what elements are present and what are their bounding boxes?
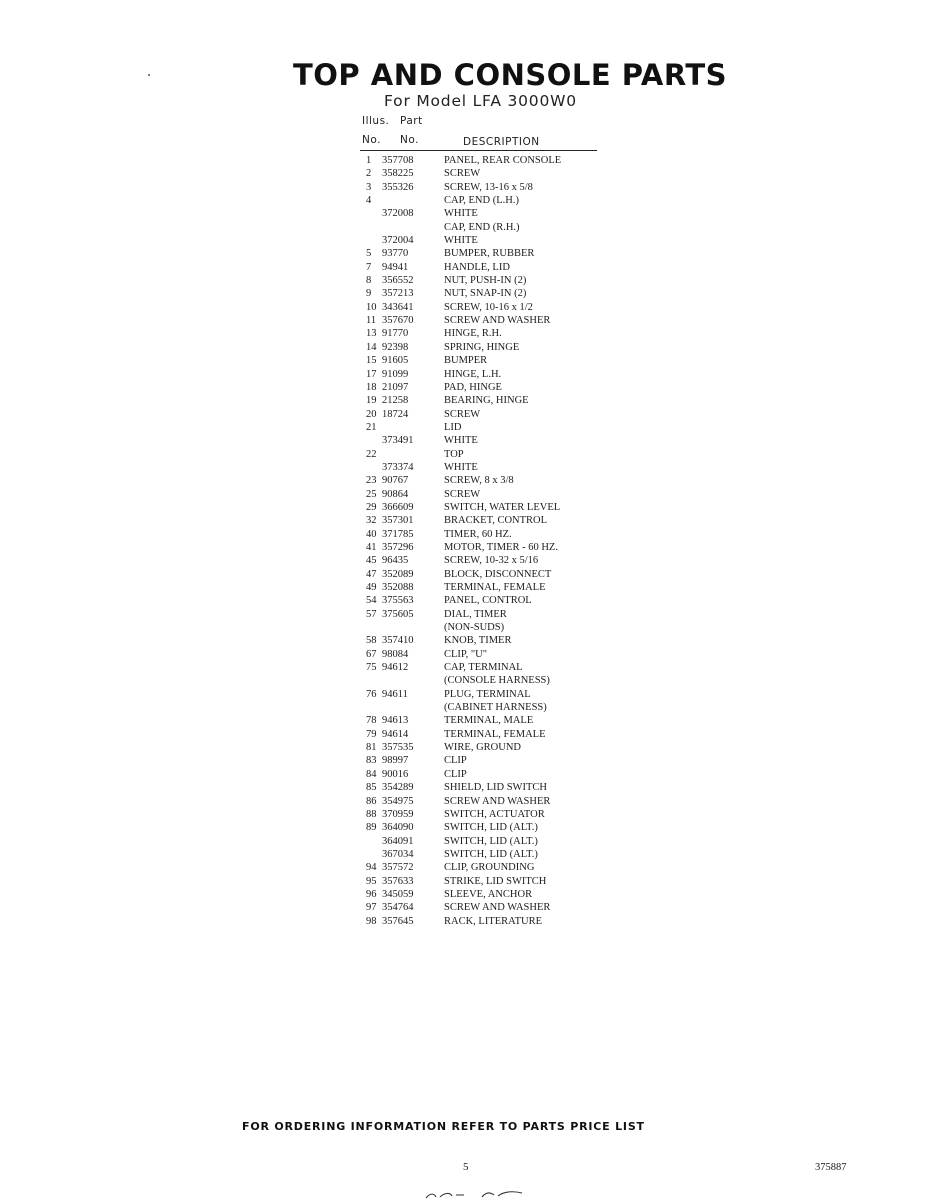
parts-row	[360, 421, 620, 434]
parts-row	[360, 875, 620, 888]
part-no: 371785	[382, 528, 414, 540]
parts-row	[360, 821, 620, 834]
parts-row	[360, 835, 620, 848]
illus-no: 45	[366, 555, 377, 567]
part-no: 372004	[382, 235, 414, 247]
illus-no: 11	[366, 315, 377, 327]
parts-row	[360, 741, 620, 754]
page-number: 5	[463, 1161, 469, 1173]
parts-row	[360, 394, 620, 407]
illus-no: 4	[366, 195, 372, 207]
illus-no: 84	[366, 768, 377, 780]
part-no: 94612	[382, 662, 409, 674]
illus-no: 15	[366, 355, 377, 367]
parts-list	[360, 154, 620, 928]
illus-no: 7	[366, 261, 372, 273]
description: PLUG, TERMINAL	[444, 688, 531, 700]
part-no: 98997	[382, 755, 409, 767]
parts-row	[360, 154, 620, 167]
description: CLIP, GROUNDING	[444, 862, 535, 874]
illus-no: 17	[366, 368, 377, 380]
part-no: 94614	[382, 728, 409, 740]
part-no: 345059	[382, 888, 414, 900]
description: SCREW	[444, 408, 481, 420]
part-no: 356552	[382, 275, 414, 287]
illus-no: 10	[366, 301, 377, 313]
parts-row	[360, 274, 620, 287]
parts-row	[360, 888, 620, 901]
parts-row	[360, 808, 620, 821]
parts-row	[360, 341, 620, 354]
illus-no: 8	[366, 275, 372, 287]
illus-no: 23	[366, 475, 377, 487]
description: HINGE, L.H.	[444, 368, 502, 380]
parts-row	[360, 354, 620, 367]
parts-row	[360, 901, 620, 914]
part-no: 357633	[382, 875, 414, 887]
description: CLIP	[444, 755, 467, 767]
description: RACK, LITERATURE	[444, 915, 542, 927]
part-no: 367034	[382, 848, 414, 860]
part-no: 91605	[382, 355, 409, 367]
part-no: 343641	[382, 301, 414, 313]
part-no: 92398	[382, 341, 409, 353]
illus-no: 57	[366, 608, 377, 620]
parts-row	[360, 207, 620, 220]
part-no: 354975	[382, 795, 414, 807]
description: SPRING, HINGE	[444, 341, 520, 353]
description: DIAL, TIMER	[444, 608, 507, 620]
illus-no: 13	[366, 328, 377, 340]
part-no: 18724	[382, 408, 409, 420]
part-no: 357296	[382, 541, 414, 553]
parts-row	[360, 621, 620, 634]
part-no: 375605	[382, 608, 414, 620]
description: SWITCH, LID (ALT.)	[444, 848, 538, 860]
parts-row	[360, 448, 620, 461]
description: SCREW	[444, 168, 481, 180]
description: SWITCH, ACTUATOR	[444, 808, 545, 820]
part-no: 94941	[382, 261, 409, 273]
description: CAP, END (R.H.)	[444, 221, 520, 233]
header-part: Part	[400, 115, 423, 127]
parts-row	[360, 408, 620, 421]
description: CLIP	[444, 768, 467, 780]
description: WIRE, GROUND	[444, 742, 521, 754]
parts-row	[360, 688, 620, 701]
description: BLOCK, DISCONNECT	[444, 568, 552, 580]
description: SCREW, 13-16 x 5/8	[444, 181, 533, 193]
header-part-no: No.	[400, 134, 419, 146]
illus-no: 98	[366, 915, 377, 927]
parts-row	[360, 795, 620, 808]
part-no: 352088	[382, 582, 414, 593]
parts-row	[360, 661, 620, 674]
description: SWITCH, LID (ALT.)	[444, 822, 538, 834]
part-no: 357572	[382, 862, 414, 874]
illus-no: 85	[366, 782, 377, 794]
part-no: 366609	[382, 501, 414, 513]
illus-no: 32	[366, 515, 377, 527]
parts-row	[360, 247, 620, 260]
description: TIMER, 60 HZ.	[444, 528, 512, 540]
description: TOP	[444, 448, 464, 460]
description: SCREW, 10-32 x 5/16	[444, 555, 539, 567]
part-no: 91770	[382, 328, 409, 340]
description: SWITCH, LID (ALT.)	[444, 835, 538, 847]
parts-row	[360, 714, 620, 727]
part-no: 352089	[382, 568, 414, 580]
illus-no: 5	[366, 248, 372, 260]
part-no: 354289	[382, 782, 414, 794]
illus-no: 86	[366, 795, 377, 807]
parts-row	[360, 181, 620, 194]
parts-row	[360, 381, 620, 394]
part-no: 372008	[382, 208, 414, 220]
parts-row	[360, 608, 620, 621]
description: CLIP, "U"	[444, 648, 487, 660]
parts-row	[360, 915, 620, 928]
parts-row	[360, 234, 620, 247]
part-no: 364090	[382, 822, 414, 834]
illus-no: 9	[366, 288, 372, 300]
document-number: 375887	[815, 1162, 847, 1173]
part-no: 98084	[382, 648, 409, 660]
illus-no: 83	[366, 755, 377, 767]
parts-row	[360, 514, 620, 527]
parts-row	[360, 287, 620, 300]
model-subtitle: For Model LFA 3000W0	[384, 92, 577, 110]
part-no: 21097	[382, 381, 409, 393]
illus-no: 96	[366, 888, 377, 900]
description: HINGE, R.H.	[444, 328, 502, 340]
description: CAP, TERMINAL	[444, 662, 523, 674]
part-no: 357213	[382, 288, 414, 300]
parts-row	[360, 768, 620, 781]
illus-no: 18	[366, 381, 377, 393]
parts-row	[360, 648, 620, 661]
description: (CABINET HARNESS)	[444, 702, 547, 714]
part-no: 358225	[382, 168, 414, 180]
description: TERMINAL, MALE	[444, 715, 534, 727]
page-title: TOP AND CONSOLE PARTS	[293, 58, 728, 92]
parts-row	[360, 528, 620, 541]
illus-no: 20	[366, 408, 377, 420]
illus-no: 76	[366, 688, 377, 700]
parts-row	[360, 541, 620, 554]
parts-row	[360, 314, 620, 327]
parts-row	[360, 674, 620, 687]
part-no: 21258	[382, 395, 409, 407]
illus-no: 78	[366, 715, 377, 727]
description: TERMINAL, FEMALE	[444, 582, 546, 593]
illus-no: 95	[366, 875, 377, 887]
header-rule	[360, 150, 597, 151]
parts-row	[360, 327, 620, 340]
illus-no: 1	[366, 155, 372, 166]
description: CAP, END (L.H.)	[444, 195, 519, 207]
parts-row	[360, 594, 620, 607]
part-no: 364091	[382, 835, 414, 847]
description: PANEL, REAR CONSOLE	[444, 155, 562, 166]
parts-row	[360, 581, 620, 594]
description: STRIKE, LID SWITCH	[444, 875, 547, 887]
illus-no: 3	[366, 181, 372, 193]
part-no: 94611	[382, 688, 408, 700]
illus-no: 22	[366, 448, 377, 460]
part-no: 357708	[382, 155, 414, 166]
description: SCREW AND WASHER	[444, 795, 551, 807]
parts-row	[360, 754, 620, 767]
ordering-note: FOR ORDERING INFORMATION REFER TO PARTS PRICE LIST	[242, 1120, 645, 1133]
illus-no: 2	[366, 168, 372, 180]
description: BUMPER, RUBBER	[444, 248, 535, 260]
part-no: 357301	[382, 515, 414, 527]
description: KNOB, TIMER	[444, 635, 512, 647]
part-no: 357410	[382, 635, 414, 647]
parts-row	[360, 728, 620, 741]
parts-row	[360, 848, 620, 861]
description: SCREW, 10-16 x 1/2	[444, 301, 533, 313]
illus-no: 14	[366, 341, 377, 353]
description: NUT, PUSH-IN (2)	[444, 275, 527, 287]
part-no: 94613	[382, 715, 409, 727]
parts-row	[360, 781, 620, 794]
parts-row	[360, 701, 620, 714]
part-no: 373374	[382, 461, 414, 473]
handwritten-mark	[420, 1185, 530, 1200]
part-no: 373491	[382, 435, 414, 447]
illus-no: 67	[366, 648, 377, 660]
illus-no: 49	[366, 582, 377, 593]
illus-no: 79	[366, 728, 377, 740]
description: SCREW, 8 x 3/8	[444, 475, 514, 487]
parts-row	[360, 568, 620, 581]
illus-no: 97	[366, 902, 377, 914]
description: WHITE	[444, 461, 478, 473]
part-no: 370959	[382, 808, 414, 820]
parts-row	[360, 461, 620, 474]
description: WHITE	[444, 208, 478, 220]
illus-no: 19	[366, 395, 377, 407]
description: MOTOR, TIMER - 60 HZ.	[444, 541, 558, 553]
part-no: 357535	[382, 742, 414, 754]
description: SWITCH, WATER LEVEL	[444, 501, 561, 513]
illus-no: 75	[366, 662, 377, 674]
parts-row	[360, 501, 620, 514]
illus-no: 89	[366, 822, 377, 834]
description: WHITE	[444, 235, 478, 247]
parts-row	[360, 368, 620, 381]
description: (CONSOLE HARNESS)	[444, 675, 550, 687]
header-illus: Illus.	[362, 115, 390, 127]
description: BRACKET, CONTROL	[444, 515, 548, 527]
part-no: 90864	[382, 488, 409, 500]
illus-no: 81	[366, 742, 377, 754]
part-no: 96435	[382, 555, 409, 567]
description: NUT, SNAP-IN (2)	[444, 288, 527, 300]
parts-row	[360, 474, 620, 487]
parts-row	[360, 261, 620, 274]
part-no: 90016	[382, 768, 409, 780]
header-illus-no: No.	[362, 134, 381, 146]
description: BUMPER	[444, 355, 488, 367]
description: BEARING, HINGE	[444, 395, 529, 407]
part-no: 355326	[382, 181, 414, 193]
parts-row	[360, 301, 620, 314]
parts-row	[360, 167, 620, 180]
description: PAD, HINGE	[444, 381, 502, 393]
part-no: 91099	[382, 368, 409, 380]
header-description: DESCRIPTION	[463, 136, 540, 148]
illus-no: 88	[366, 808, 377, 820]
description: SCREW	[444, 488, 481, 500]
illus-no: 58	[366, 635, 377, 647]
description: SLEEVE, ANCHOR	[444, 888, 533, 900]
part-no: 354764	[382, 902, 414, 914]
parts-row	[360, 434, 620, 447]
illus-no: 21	[366, 421, 377, 433]
description: LID	[444, 421, 462, 433]
description: SHIELD, LID SWITCH	[444, 782, 547, 794]
illus-no: 94	[366, 862, 377, 874]
illus-no: 25	[366, 488, 377, 500]
description: HANDLE, LID	[444, 261, 510, 273]
parts-row	[360, 194, 620, 207]
description: SCREW AND WASHER	[444, 902, 551, 914]
part-no: 357670	[382, 315, 414, 327]
part-no: 93770	[382, 248, 409, 260]
part-no: 90767	[382, 475, 409, 487]
illus-no: 54	[366, 595, 377, 607]
illus-no: 29	[366, 501, 377, 513]
illus-no: 47	[366, 568, 377, 580]
description: (NON-SUDS)	[444, 622, 505, 634]
parts-row	[360, 488, 620, 501]
part-no: 375563	[382, 595, 414, 607]
illus-no: 40	[366, 528, 377, 540]
scan-speck	[148, 74, 150, 76]
description: SCREW AND WASHER	[444, 315, 551, 327]
description: TERMINAL, FEMALE	[444, 728, 546, 740]
part-no: 357645	[382, 915, 414, 927]
parts-row	[360, 861, 620, 874]
description: WHITE	[444, 435, 478, 447]
description: PANEL, CONTROL	[444, 595, 532, 607]
parts-row	[360, 554, 620, 567]
parts-row	[360, 634, 620, 647]
parts-row	[360, 221, 620, 234]
illus-no: 41	[366, 541, 377, 553]
